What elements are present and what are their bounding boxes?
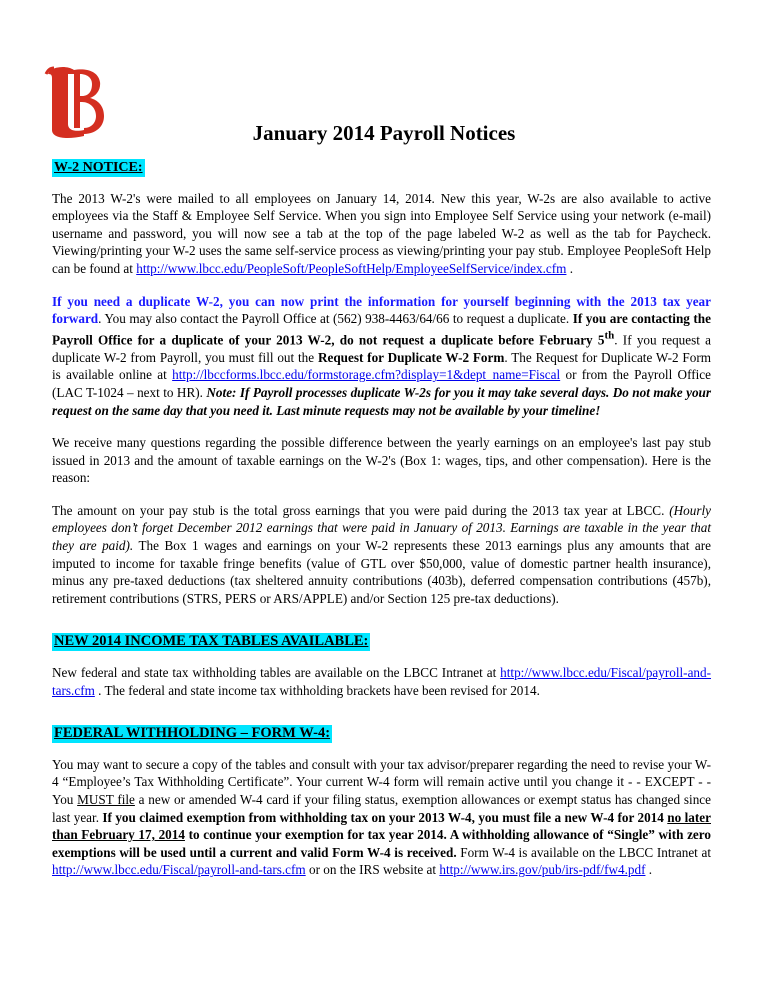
- irs-w4-link[interactable]: http://www.irs.gov/pub/irs-pdf/fw4.pdf: [439, 862, 646, 878]
- page-title: January 2014 Payroll Notices: [252, 121, 516, 145]
- peoplesoft-help-link[interactable]: http://www.lbcc.edu/PeopleSoft/PeopleSoftHelp/EmployeeSelfService/index.cfm: [136, 260, 567, 276]
- w4-heading: FEDERAL WITHHOLDING – FORM W-4:: [54, 725, 331, 742]
- w2-heading: W-2 NOTICE:: [54, 160, 143, 175]
- w4-paragraph: You may want to secure a copy of the tables and consult with your tax advisor/preparer regarding the need to revise your W-4 “Employee’s Tax Withholding Certificate”. Your current W-4 form will remain active until you change it - - EXCEPT - - You MUST file a new or amended W-4 card if your filing status, exemption allowances or exempt status has changed since last year. If you claimed exemption from withholding tax on your 2013 W-4, you must file a new W-4 for 2014 no later than February 17, 2014 to continue your exemption for tax year 2014. A withholding allowance of “Single” with zero exemptions will be used until a current and valid Form W-4 is received. Form W-4 is available on the LBCC Intranet at http://www.lbcc.edu/Fiscal/payroll-and-tars.cfm or on the IRS website at http://www.irs.gov/pub/irs-pdf/fw4.pdf .: [52, 756, 711, 878]
- w2-paragraph-4: The amount on your pay stub is the total gross earnings that you were paid during the 2013 tax year at LBCC. (Hourly employees don’t forget December 2012 earnings that were paid in January of 2013. Earnings are taxable in the year that they are paid). The Box 1 wages and earnings on your W-2 represents these 2013 earnings plus any amounts that are imputed to income for taxable fringe benefits (value of GTL over $50,000, value of domestic partner health insurance), minus any pre-taxed deductions (tax sheltered annuity contributions (403b), deferred compensation contributions (457b), retirement contributions (STRS, PERS or ARS/APPLE) and/or Section 125 pre-tax deductions).: [52, 502, 712, 606]
- payroll-tables-link[interactable]: http://www.lbcc.edu/Fiscal/payroll-and-tars.cfm: [52, 665, 711, 698]
- w2-paragraph-3: We receive many questions regarding the possible difference between the yearly earnings on an employee's last pay stub issued in 2013 and the amount of taxable earnings on the W-2's (Box 1: wages, tips, and other compensation). Here is the reason:: [52, 435, 711, 486]
- w2-paragraph-2: If you need a duplicate W-2, you can now print the information for yourself beginning with the 2013 tax year forward. You may also contact the Payroll Office at (562) 938-4463/64/66 to request a duplicate. If you are contacting the Payroll Office for a duplicate of your 2013 W-2, do not request a duplicate before February 5th. If you request a duplicate W-2 from Payroll, you must fill out the Request for Duplicate W-2 Form. The Request for Duplicate W-2 Form is available online at http://lbccforms.lbcc.edu/formstorage.cfm?display=1&dept_name=Fiscal or from the Payroll Office (LAC T-1024 – next to HR). Note: If Payroll processes duplicate W-2s for you it may take several days. Do not make your request on the same day that you need it. Last minute requests may not be available by your timeline!: [52, 293, 712, 418]
- w2-paragraph-1: The 2013 W-2's were mailed to all employees on January 14, 2014. New this year, W-2s are also available to active employees via the Staff & Employee Self Service. When you sign into Employee Self Service using your network (e-mail) username and password, you will now see a tab at the top of the page labeled W-2 as well as the tab for Paycheck. Viewing/printing your W-2 uses the same self-service process as viewing/printing your pay stub. Employee PeopleSoft Help can be found at http://www.lbcc.edu/PeopleSoft/PeopleSoftHelp/EmployeeSelfService/index.cfm .: [52, 190, 711, 276]
- tax-tables-paragraph: New federal and state tax withholding tables are available on the LBCC Intranet at http://www.lbcc.edu/Fiscal/payroll-and-tars.cfm . The federal and state income tax withholding brackets have been revised for 2014.: [52, 665, 711, 698]
- w4-intranet-link[interactable]: http://www.lbcc.edu/Fiscal/payroll-and-tars.cfm: [52, 862, 306, 878]
- tax-tables-heading: NEW 2014 INCOME TAX TABLES AVAILABLE:: [54, 633, 369, 650]
- duplicate-w2-form-link[interactable]: http://lbccforms.lbcc.edu/formstorage.cfm?display=1&dept_name=Fiscal: [172, 367, 561, 383]
- notice-content: [52, 158, 711, 894]
